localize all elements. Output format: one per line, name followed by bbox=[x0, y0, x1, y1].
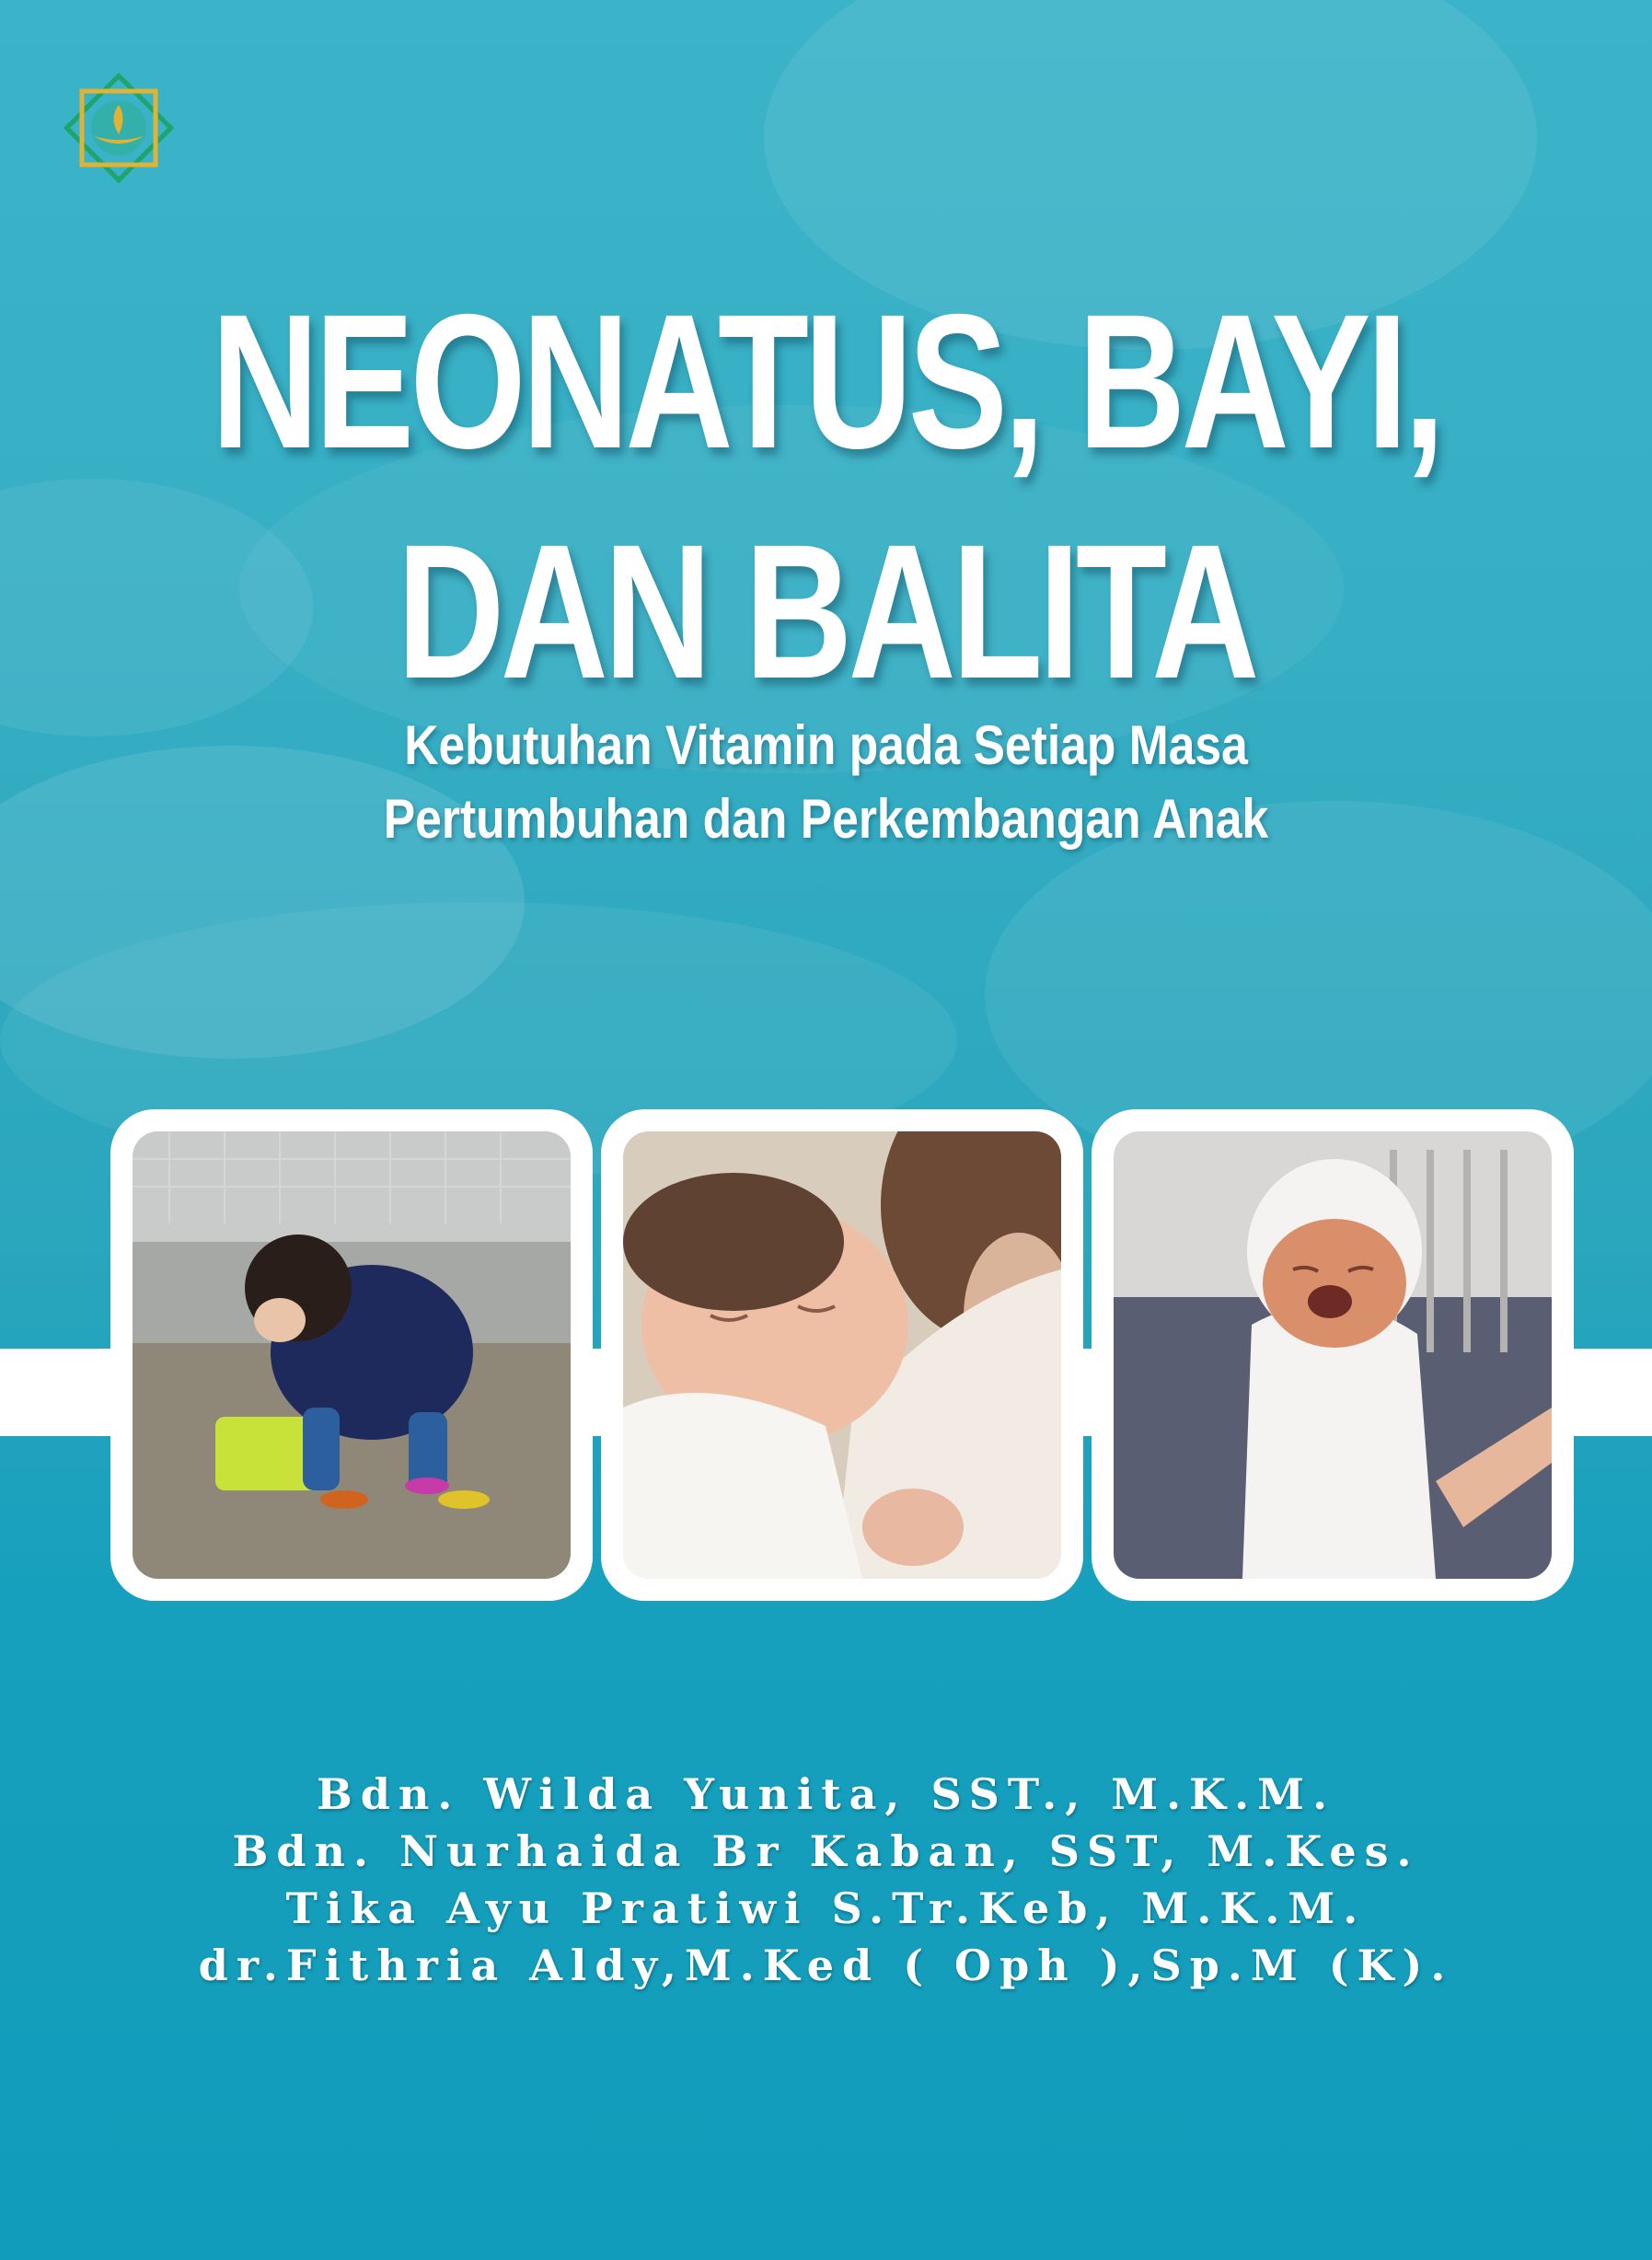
sleeping-newborn-photo bbox=[623, 1131, 1061, 1579]
author-list bbox=[0, 1766, 1652, 1994]
photo-frame-toddler bbox=[110, 1109, 593, 1601]
crying-newborn-photo bbox=[1114, 1131, 1552, 1579]
publisher-logo-icon bbox=[53, 63, 184, 193]
toddler-playing-photo bbox=[133, 1131, 571, 1579]
title-line-1: NEONATUS, BAYI, bbox=[211, 275, 1441, 489]
photo-frame-sleeping-newborn bbox=[601, 1109, 1083, 1601]
subtitle-line-2: Pertumbuhan dan Perkembangan Anak bbox=[383, 788, 1269, 850]
subtitle-line-1: Kebutuhan Vitamin pada Setiap Masa bbox=[404, 714, 1248, 776]
title-line-2: DAN BALITA bbox=[397, 505, 1255, 719]
author-3: Tika Ayu Pratiwi S.Tr.Keb, M.K.M. bbox=[285, 1883, 1367, 1933]
photo-frame-crying-newborn bbox=[1092, 1109, 1574, 1601]
book-subtitle bbox=[116, 709, 1537, 856]
author-1: Bdn. Wilda Yunita, SST., M.K.M. bbox=[316, 1769, 1336, 1819]
author-4: dr.Fithria Aldy,M.Ked ( Oph ),Sp.M (K). bbox=[198, 1941, 1454, 1990]
book-title bbox=[181, 267, 1470, 727]
author-2: Bdn. Nurhaida Br Kaban, SST, M.Kes. bbox=[232, 1826, 1420, 1876]
